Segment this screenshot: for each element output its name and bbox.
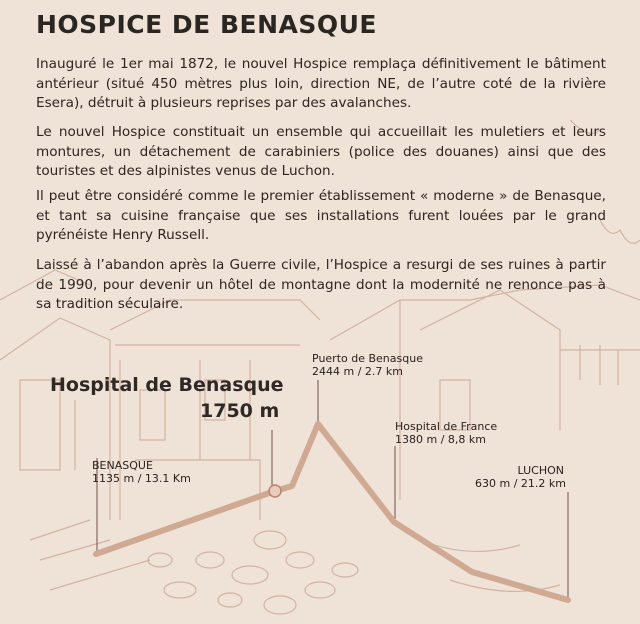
puerto-label — [312, 352, 423, 378]
paragraph-3: Il peut être considéré comme le premier établissement « moderne » de Benasque, et tant sa cuisine française que ses installations furent louées par le grand pyrénéiste Henry Russell. — [36, 188, 606, 244]
puerto-name: Puerto de Benasque — [312, 352, 423, 365]
hospital-name-label: Hospital de Benasque — [50, 374, 284, 396]
france-label — [395, 420, 497, 446]
benasque-info: 1135 m / 13.1 Km — [92, 472, 191, 485]
hospital-altitude-label: 1750 m — [200, 400, 280, 422]
france-name: Hospital de France — [395, 420, 498, 433]
luchon-info: 630 m / 21.2 km — [475, 477, 566, 490]
benasque-label — [92, 459, 191, 485]
luchon-name: LUCHON — [517, 464, 564, 477]
page-title: HOSPICE DE BENASQUE — [36, 10, 378, 39]
hospital-point-marker — [269, 485, 281, 497]
elevation-profile-line — [96, 424, 568, 600]
luchon-label — [474, 464, 566, 490]
france-info: 1380 m / 8,8 km — [395, 433, 486, 446]
paragraph-4: Laissé à l’abandon après la Guerre civile, l’Hospice a resurgi de ses ruines à partir de 1990, pour devenir un hôtel de montagne dont la modernité ne renonce pas à sa tradition séculaire. — [36, 257, 606, 313]
paragraph-1: Inauguré le 1er mai 1872, le nouvel Hospice remplaça définitivement le bâtiment antérieur (situé 450 mètres plus loin, direction NE, de l’autre coté de la rivière Esera), détruit à plusieurs reprises par des avalanches. — [36, 56, 606, 112]
paragraph-2: Le nouvel Hospice constituait un ensemble qui accueillait les muletiers et leurs montures, un détachement de carabiniers (police des douanes) ainsi que des touristes et des alpinistes venus de Luchon. — [36, 124, 606, 180]
puerto-info: 2444 m / 2.7 km — [312, 365, 403, 378]
benasque-name: BENASQUE — [92, 459, 153, 472]
